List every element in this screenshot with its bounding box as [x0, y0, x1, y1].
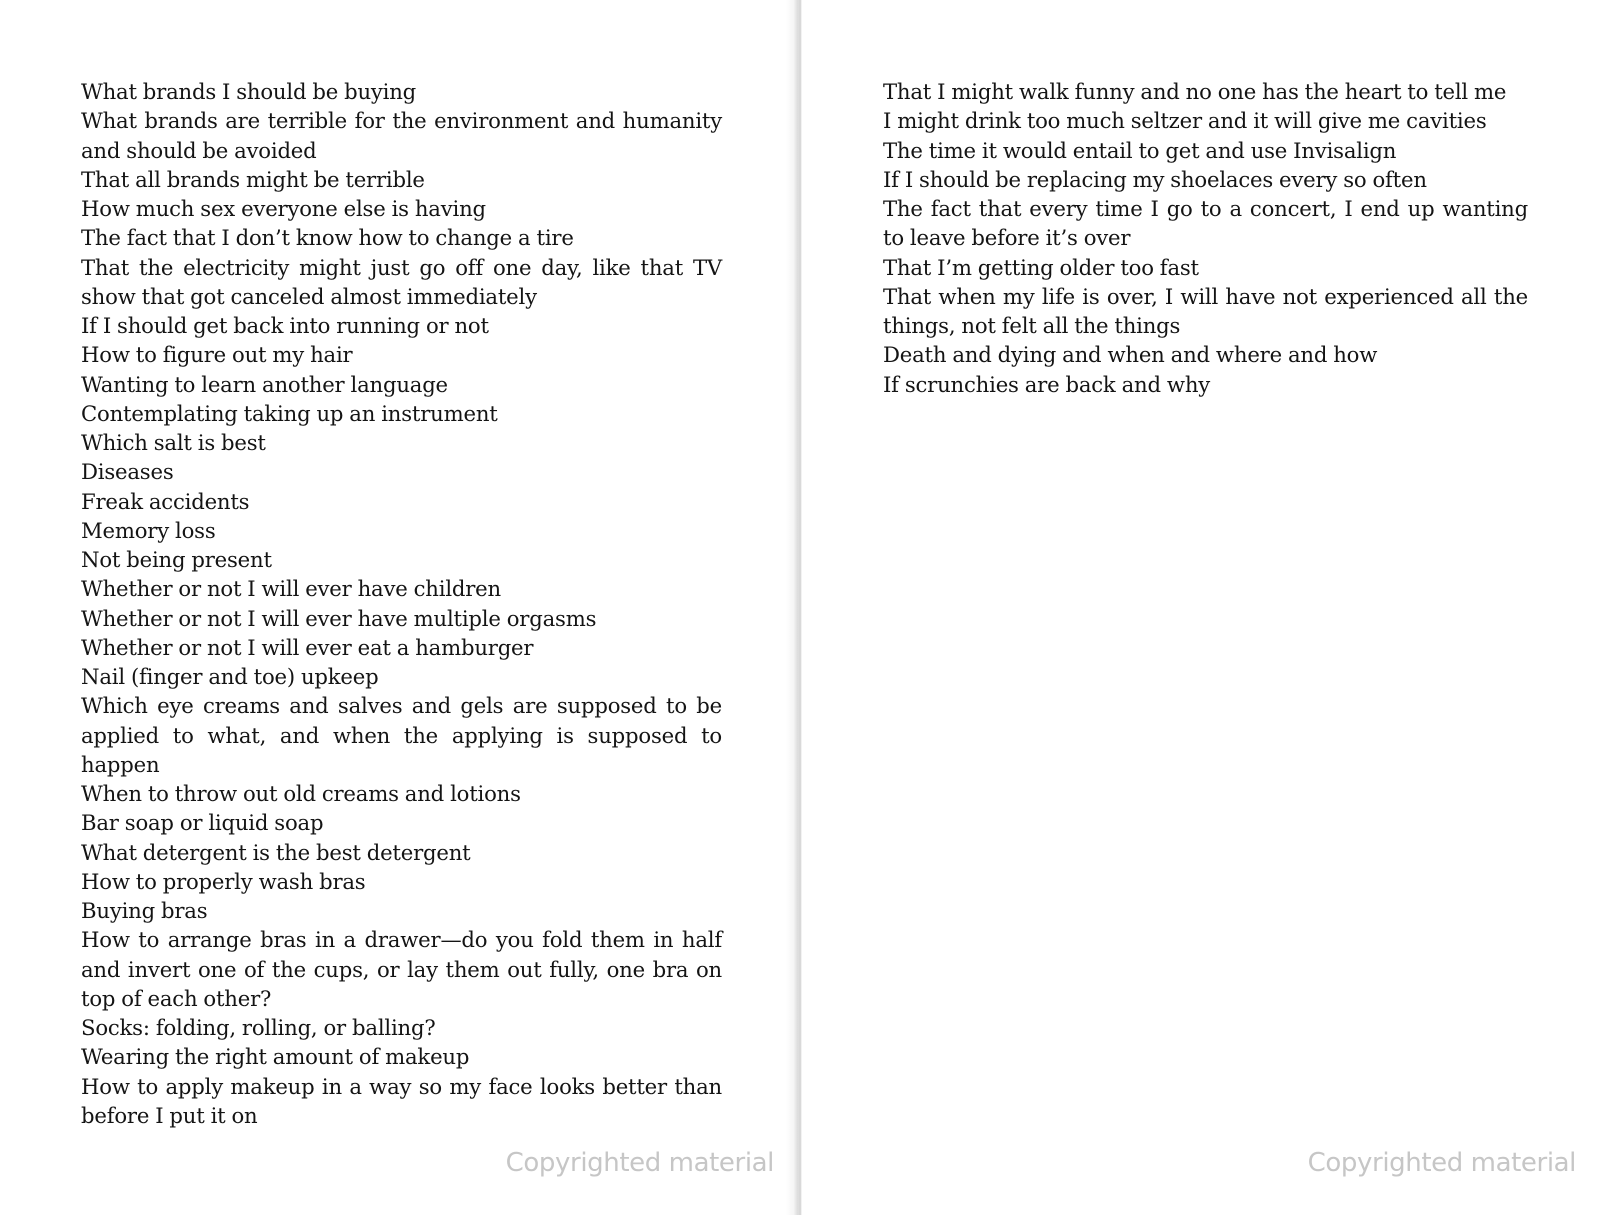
list-item: Contemplating taking up an instrument [81, 400, 498, 426]
list-item: Wanting to learn another language [81, 371, 448, 397]
list-item: That all brands might be terrible [81, 166, 425, 192]
list-item: Whether or not I will ever eat a hamburger [81, 634, 534, 660]
list-item: The fact that I don’t know how to change a tire [81, 225, 574, 251]
list-item: Whether or not I will ever have multiple orgasms [81, 605, 597, 631]
list-item: What brands are terrible for the environment and humanity and should be avoided [81, 108, 722, 163]
list-item: What detergent is the best detergent [81, 839, 471, 865]
list-item: I might drink too much seltzer and it will give me cavities [883, 108, 1487, 134]
copyright-watermark: Copyrighted material [1307, 1148, 1576, 1178]
list-item: How to apply makeup in a way so my face looks better than before I put it on [81, 1073, 722, 1128]
list-item: Death and dying and when and where and how [883, 342, 1378, 368]
copyright-watermark: Copyrighted material [505, 1148, 774, 1178]
list-item: Freak accidents [81, 488, 250, 514]
list-item: If I should get back into running or not [81, 313, 489, 338]
list-item: Nail (finger and toe) upkeep [81, 664, 379, 689]
page-divider [799, 0, 801, 1215]
list-item: How to properly wash bras [81, 868, 366, 894]
right-page-text [883, 77, 1528, 399]
list-item: That the electricity might just go off one day, like that TV show that got canceled almost immediately [81, 254, 722, 309]
left-page [0, 0, 798, 1215]
left-page-text [81, 77, 722, 1130]
list-item: Memory loss [81, 517, 216, 543]
list-item: When to throw out old creams and lotions [81, 781, 521, 806]
list-item: Wearing the right amount of makeup [81, 1044, 470, 1070]
list-item: That I might walk funny and no one has the heart to tell me [883, 79, 1507, 104]
list-item: Whether or not I will ever have children [81, 576, 501, 602]
list-item: That I’m getting older too fast [883, 254, 1199, 280]
list-item: If I should be replacing my shoelaces every so often [883, 166, 1427, 192]
list-item: Not being present [81, 547, 272, 572]
list-item: That when my life is over, I will have not experienced all the things, not felt all the things [883, 283, 1528, 338]
list-item: How much sex everyone else is having [81, 196, 486, 221]
list-item: How to figure out my hair [81, 342, 353, 368]
list-item: If scrunchies are back and why [883, 371, 1211, 397]
list-item: Bar soap or liquid soap [81, 810, 324, 836]
right-page [802, 0, 1600, 1215]
list-item: Socks: folding, rolling, or balling? [81, 1015, 436, 1040]
list-item: Which eye creams and salves and gels are supposed to be applied to what, and when the applying is supposed to happen [81, 693, 722, 777]
list-item: The fact that every time I go to a concert, I end up wanting to leave before it’s over [883, 196, 1528, 251]
list-item: The time it would entail to get and use Invisalign [883, 137, 1397, 163]
list-item: Buying bras [81, 898, 208, 923]
list-item: Which salt is best [81, 430, 266, 455]
list-item: Diseases [81, 459, 174, 485]
list-item: What brands I should be buying [81, 79, 417, 104]
list-item: How to arrange bras in a drawer—do you fold them in half and invert one of the cups, or lay them out fully, one bra on top of each other? [81, 927, 722, 1011]
